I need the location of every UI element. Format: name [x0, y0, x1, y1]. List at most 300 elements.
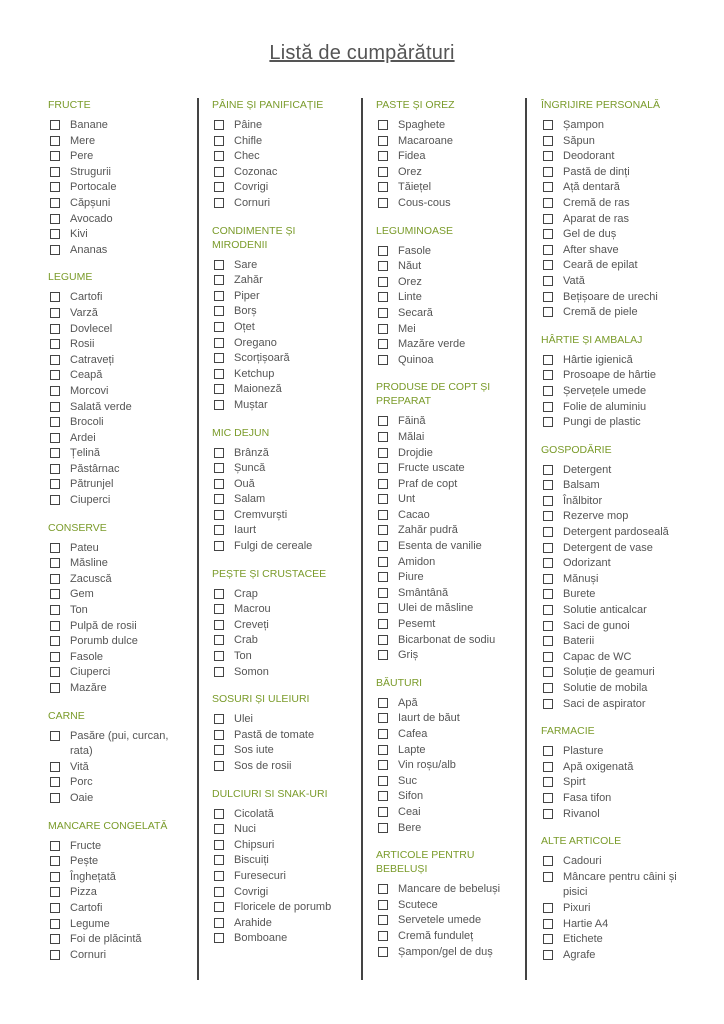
list-item[interactable]	[376, 821, 516, 837]
list-item[interactable]	[212, 649, 352, 665]
list-item[interactable]	[541, 149, 681, 165]
list-item[interactable]	[376, 696, 516, 712]
list-item[interactable]	[376, 601, 516, 617]
checkbox[interactable]	[378, 136, 388, 146]
checkbox[interactable]	[214, 151, 224, 161]
checkbox[interactable]	[214, 448, 224, 458]
list-item[interactable]	[541, 165, 681, 181]
checkbox[interactable]	[214, 400, 224, 410]
list-item[interactable]	[541, 509, 681, 525]
checkbox[interactable]	[214, 604, 224, 614]
list-item[interactable]	[48, 587, 188, 603]
checkbox[interactable]	[50, 793, 60, 803]
list-item[interactable]	[541, 353, 681, 369]
list-item[interactable]	[48, 180, 188, 196]
checkbox[interactable]	[378, 791, 388, 801]
checkbox[interactable]	[543, 214, 553, 224]
checkbox[interactable]	[214, 745, 224, 755]
list-item[interactable]	[376, 165, 516, 181]
checkbox[interactable]	[50, 903, 60, 913]
list-item[interactable]	[48, 493, 188, 509]
checkbox[interactable]	[378, 416, 388, 426]
checkbox[interactable]	[378, 151, 388, 161]
checkbox[interactable]	[214, 635, 224, 645]
checkbox[interactable]	[378, 261, 388, 271]
list-item[interactable]	[212, 728, 352, 744]
list-item[interactable]	[376, 461, 516, 477]
list-item[interactable]	[212, 869, 352, 885]
checkbox[interactable]	[543, 543, 553, 553]
checkbox[interactable]	[543, 793, 553, 803]
checkbox[interactable]	[214, 918, 224, 928]
checkbox[interactable]	[50, 198, 60, 208]
checkbox[interactable]	[214, 761, 224, 771]
checkbox[interactable]	[378, 900, 388, 910]
checkbox[interactable]	[378, 713, 388, 723]
checkbox[interactable]	[50, 464, 60, 474]
checkbox[interactable]	[50, 589, 60, 599]
list-item[interactable]	[376, 727, 516, 743]
checkbox[interactable]	[543, 120, 553, 130]
checkbox[interactable]	[214, 824, 224, 834]
checkbox[interactable]	[543, 151, 553, 161]
checkbox[interactable]	[378, 494, 388, 504]
list-item[interactable]	[541, 525, 681, 541]
checkbox[interactable]	[543, 245, 553, 255]
checkbox[interactable]	[543, 652, 553, 662]
list-item[interactable]	[48, 729, 188, 760]
list-item[interactable]	[48, 415, 188, 431]
checkbox[interactable]	[543, 777, 553, 787]
checkbox[interactable]	[378, 588, 388, 598]
checkbox[interactable]	[50, 856, 60, 866]
list-item[interactable]	[48, 572, 188, 588]
checkbox[interactable]	[543, 370, 553, 380]
checkbox[interactable]	[378, 541, 388, 551]
checkbox[interactable]	[543, 934, 553, 944]
list-item[interactable]	[541, 227, 681, 243]
checkbox[interactable]	[378, 572, 388, 582]
checkbox[interactable]	[50, 543, 60, 553]
list-item[interactable]	[48, 681, 188, 697]
list-item[interactable]	[541, 243, 681, 259]
list-item[interactable]	[212, 336, 352, 352]
list-item[interactable]	[541, 384, 681, 400]
list-item[interactable]	[376, 290, 516, 306]
list-item[interactable]	[376, 648, 516, 664]
list-item[interactable]	[541, 258, 681, 274]
list-item[interactable]	[376, 244, 516, 260]
checkbox[interactable]	[543, 605, 553, 615]
checkbox[interactable]	[214, 353, 224, 363]
list-item[interactable]	[48, 212, 188, 228]
checkbox[interactable]	[378, 120, 388, 130]
checkbox[interactable]	[543, 636, 553, 646]
checkbox[interactable]	[214, 479, 224, 489]
checkbox[interactable]	[543, 558, 553, 568]
list-item[interactable]	[212, 382, 352, 398]
checkbox[interactable]	[378, 619, 388, 629]
list-item[interactable]	[48, 118, 188, 134]
list-item[interactable]	[48, 322, 188, 338]
list-item[interactable]	[48, 165, 188, 181]
list-item[interactable]	[376, 180, 516, 196]
list-item[interactable]	[541, 494, 681, 510]
list-item[interactable]	[212, 258, 352, 274]
list-item[interactable]	[48, 477, 188, 493]
list-item[interactable]	[376, 492, 516, 508]
checkbox[interactable]	[378, 277, 388, 287]
checkbox[interactable]	[214, 714, 224, 724]
checkbox[interactable]	[50, 558, 60, 568]
checkbox[interactable]	[378, 807, 388, 817]
checkbox[interactable]	[543, 465, 553, 475]
list-item[interactable]	[376, 789, 516, 805]
list-item[interactable]	[48, 149, 188, 165]
list-item[interactable]	[541, 290, 681, 306]
checkbox[interactable]	[50, 479, 60, 489]
checkbox[interactable]	[543, 198, 553, 208]
list-item[interactable]	[376, 149, 516, 165]
list-item[interactable]	[48, 665, 188, 681]
checkbox[interactable]	[543, 167, 553, 177]
checkbox[interactable]	[214, 620, 224, 630]
checkbox[interactable]	[50, 339, 60, 349]
list-item[interactable]	[541, 932, 681, 948]
list-item[interactable]	[48, 917, 188, 933]
list-item[interactable]	[212, 320, 352, 336]
checkbox[interactable]	[214, 322, 224, 332]
list-item[interactable]	[48, 839, 188, 855]
checkbox[interactable]	[50, 370, 60, 380]
checkbox[interactable]	[50, 182, 60, 192]
checkbox[interactable]	[543, 136, 553, 146]
list-item[interactable]	[48, 948, 188, 964]
checkbox[interactable]	[50, 324, 60, 334]
checkbox[interactable]	[214, 306, 224, 316]
list-item[interactable]	[541, 274, 681, 290]
checkbox[interactable]	[214, 902, 224, 912]
list-item[interactable]	[48, 368, 188, 384]
list-item[interactable]	[541, 478, 681, 494]
list-item[interactable]	[376, 196, 516, 212]
list-item[interactable]	[48, 243, 188, 259]
list-item[interactable]	[376, 945, 516, 961]
checkbox[interactable]	[214, 541, 224, 551]
list-item[interactable]	[48, 337, 188, 353]
list-item[interactable]	[212, 885, 352, 901]
list-item[interactable]	[48, 541, 188, 557]
list-item[interactable]	[376, 913, 516, 929]
checkbox[interactable]	[50, 621, 60, 631]
checkbox[interactable]	[50, 683, 60, 693]
list-item[interactable]	[376, 555, 516, 571]
checkbox[interactable]	[214, 667, 224, 677]
checkbox[interactable]	[543, 229, 553, 239]
checkbox[interactable]	[50, 919, 60, 929]
checkbox[interactable]	[378, 776, 388, 786]
list-item[interactable]	[212, 461, 352, 477]
list-item[interactable]	[48, 775, 188, 791]
list-item[interactable]	[376, 353, 516, 369]
checkbox[interactable]	[543, 919, 553, 929]
list-item[interactable]	[48, 634, 188, 650]
checkbox[interactable]	[214, 840, 224, 850]
list-item[interactable]	[48, 400, 188, 416]
list-item[interactable]	[212, 916, 352, 932]
list-item[interactable]	[48, 462, 188, 478]
list-item[interactable]	[541, 368, 681, 384]
list-item[interactable]	[376, 322, 516, 338]
checkbox[interactable]	[543, 386, 553, 396]
checkbox[interactable]	[50, 934, 60, 944]
list-item[interactable]	[212, 118, 352, 134]
list-item[interactable]	[541, 744, 681, 760]
checkbox[interactable]	[543, 683, 553, 693]
checkbox[interactable]	[543, 574, 553, 584]
list-item[interactable]	[212, 931, 352, 947]
checkbox[interactable]	[378, 339, 388, 349]
list-item[interactable]	[376, 743, 516, 759]
list-item[interactable]	[376, 758, 516, 774]
list-item[interactable]	[376, 134, 516, 150]
list-item[interactable]	[212, 602, 352, 618]
checkbox[interactable]	[50, 308, 60, 318]
checkbox[interactable]	[50, 151, 60, 161]
list-item[interactable]	[376, 586, 516, 602]
checkbox[interactable]	[214, 275, 224, 285]
checkbox[interactable]	[214, 167, 224, 177]
list-item[interactable]	[212, 165, 352, 181]
list-item[interactable]	[48, 901, 188, 917]
checkbox[interactable]	[50, 214, 60, 224]
checkbox[interactable]	[50, 136, 60, 146]
list-item[interactable]	[48, 885, 188, 901]
list-item[interactable]	[541, 556, 681, 572]
list-item[interactable]	[48, 760, 188, 776]
list-item[interactable]	[212, 759, 352, 775]
checkbox[interactable]	[543, 621, 553, 631]
checkbox[interactable]	[543, 511, 553, 521]
checkbox[interactable]	[214, 809, 224, 819]
list-item[interactable]	[376, 259, 516, 275]
list-item[interactable]	[541, 134, 681, 150]
list-item[interactable]	[48, 446, 188, 462]
checkbox[interactable]	[543, 856, 553, 866]
list-item[interactable]	[376, 805, 516, 821]
list-item[interactable]	[541, 870, 681, 901]
checkbox[interactable]	[50, 762, 60, 772]
list-item[interactable]	[212, 180, 352, 196]
checkbox[interactable]	[214, 120, 224, 130]
checkbox[interactable]	[214, 198, 224, 208]
checkbox[interactable]	[543, 480, 553, 490]
checkbox[interactable]	[378, 198, 388, 208]
list-item[interactable]	[212, 149, 352, 165]
list-item[interactable]	[212, 273, 352, 289]
checkbox[interactable]	[50, 777, 60, 787]
checkbox[interactable]	[214, 855, 224, 865]
list-item[interactable]	[541, 572, 681, 588]
checkbox[interactable]	[378, 635, 388, 645]
list-item[interactable]	[376, 539, 516, 555]
list-item[interactable]	[541, 603, 681, 619]
checkbox[interactable]	[50, 731, 60, 741]
checkbox[interactable]	[543, 667, 553, 677]
list-item[interactable]	[212, 446, 352, 462]
checkbox[interactable]	[378, 650, 388, 660]
list-item[interactable]	[212, 838, 352, 854]
checkbox[interactable]	[543, 276, 553, 286]
list-item[interactable]	[376, 430, 516, 446]
checkbox[interactable]	[378, 823, 388, 833]
list-item[interactable]	[212, 633, 352, 649]
checkbox[interactable]	[214, 871, 224, 881]
list-item[interactable]	[541, 650, 681, 666]
checkbox[interactable]	[543, 809, 553, 819]
list-item[interactable]	[212, 523, 352, 539]
list-item[interactable]	[541, 807, 681, 823]
checkbox[interactable]	[50, 574, 60, 584]
list-item[interactable]	[376, 617, 516, 633]
list-item[interactable]	[541, 196, 681, 212]
checkbox[interactable]	[543, 182, 553, 192]
list-item[interactable]	[212, 477, 352, 493]
checkbox[interactable]	[50, 872, 60, 882]
list-item[interactable]	[541, 180, 681, 196]
checkbox[interactable]	[378, 182, 388, 192]
checkbox[interactable]	[543, 355, 553, 365]
list-item[interactable]	[212, 822, 352, 838]
list-item[interactable]	[376, 477, 516, 493]
checkbox[interactable]	[378, 448, 388, 458]
list-item[interactable]	[541, 697, 681, 713]
checkbox[interactable]	[214, 369, 224, 379]
list-item[interactable]	[541, 665, 681, 681]
checkbox[interactable]	[50, 605, 60, 615]
checkbox[interactable]	[543, 762, 553, 772]
list-item[interactable]	[541, 948, 681, 964]
checkbox[interactable]	[543, 746, 553, 756]
list-item[interactable]	[376, 306, 516, 322]
checkbox[interactable]	[50, 386, 60, 396]
list-item[interactable]	[212, 539, 352, 555]
list-item[interactable]	[212, 351, 352, 367]
checkbox[interactable]	[50, 167, 60, 177]
list-item[interactable]	[48, 791, 188, 807]
list-item[interactable]	[48, 384, 188, 400]
list-item[interactable]	[212, 712, 352, 728]
list-item[interactable]	[541, 463, 681, 479]
checkbox[interactable]	[214, 291, 224, 301]
list-item[interactable]	[212, 665, 352, 681]
checkbox[interactable]	[378, 355, 388, 365]
list-item[interactable]	[541, 775, 681, 791]
checkbox[interactable]	[378, 729, 388, 739]
list-item[interactable]	[212, 587, 352, 603]
list-item[interactable]	[541, 760, 681, 776]
checkbox[interactable]	[543, 903, 553, 913]
checkbox[interactable]	[378, 510, 388, 520]
list-item[interactable]	[376, 898, 516, 914]
checkbox[interactable]	[50, 229, 60, 239]
list-item[interactable]	[541, 634, 681, 650]
list-item[interactable]	[48, 227, 188, 243]
list-item[interactable]	[541, 400, 681, 416]
list-item[interactable]	[48, 290, 188, 306]
checkbox[interactable]	[543, 260, 553, 270]
checkbox[interactable]	[378, 324, 388, 334]
list-item[interactable]	[48, 306, 188, 322]
checkbox[interactable]	[214, 933, 224, 943]
list-item[interactable]	[376, 508, 516, 524]
checkbox[interactable]	[378, 308, 388, 318]
list-item[interactable]	[541, 305, 681, 321]
checkbox[interactable]	[543, 402, 553, 412]
list-item[interactable]	[541, 791, 681, 807]
list-item[interactable]	[48, 196, 188, 212]
checkbox[interactable]	[378, 698, 388, 708]
checkbox[interactable]	[378, 603, 388, 613]
checkbox[interactable]	[50, 120, 60, 130]
list-item[interactable]	[376, 882, 516, 898]
checkbox[interactable]	[214, 589, 224, 599]
list-item[interactable]	[48, 650, 188, 666]
checkbox[interactable]	[50, 950, 60, 960]
list-item[interactable]	[541, 681, 681, 697]
list-item[interactable]	[212, 134, 352, 150]
list-item[interactable]	[212, 304, 352, 320]
checkbox[interactable]	[50, 292, 60, 302]
checkbox[interactable]	[50, 448, 60, 458]
checkbox[interactable]	[543, 417, 553, 427]
list-item[interactable]	[376, 711, 516, 727]
checkbox[interactable]	[214, 182, 224, 192]
list-item[interactable]	[212, 900, 352, 916]
checkbox[interactable]	[214, 384, 224, 394]
checkbox[interactable]	[50, 841, 60, 851]
checkbox[interactable]	[378, 292, 388, 302]
checkbox[interactable]	[50, 417, 60, 427]
list-item[interactable]	[212, 289, 352, 305]
list-item[interactable]	[541, 917, 681, 933]
checkbox[interactable]	[50, 495, 60, 505]
list-item[interactable]	[376, 774, 516, 790]
checkbox[interactable]	[543, 950, 553, 960]
checkbox[interactable]	[543, 589, 553, 599]
list-item[interactable]	[541, 587, 681, 603]
list-item[interactable]	[376, 414, 516, 430]
list-item[interactable]	[376, 446, 516, 462]
list-item[interactable]	[48, 431, 188, 447]
checkbox[interactable]	[214, 260, 224, 270]
checkbox[interactable]	[214, 338, 224, 348]
list-item[interactable]	[376, 118, 516, 134]
checkbox[interactable]	[378, 246, 388, 256]
checkbox[interactable]	[543, 699, 553, 709]
checkbox[interactable]	[378, 931, 388, 941]
checkbox[interactable]	[50, 667, 60, 677]
list-item[interactable]	[48, 870, 188, 886]
list-item[interactable]	[376, 523, 516, 539]
list-item[interactable]	[541, 212, 681, 228]
checkbox[interactable]	[378, 432, 388, 442]
list-item[interactable]	[376, 337, 516, 353]
checkbox[interactable]	[543, 496, 553, 506]
checkbox[interactable]	[378, 557, 388, 567]
checkbox[interactable]	[50, 636, 60, 646]
list-item[interactable]	[48, 556, 188, 572]
